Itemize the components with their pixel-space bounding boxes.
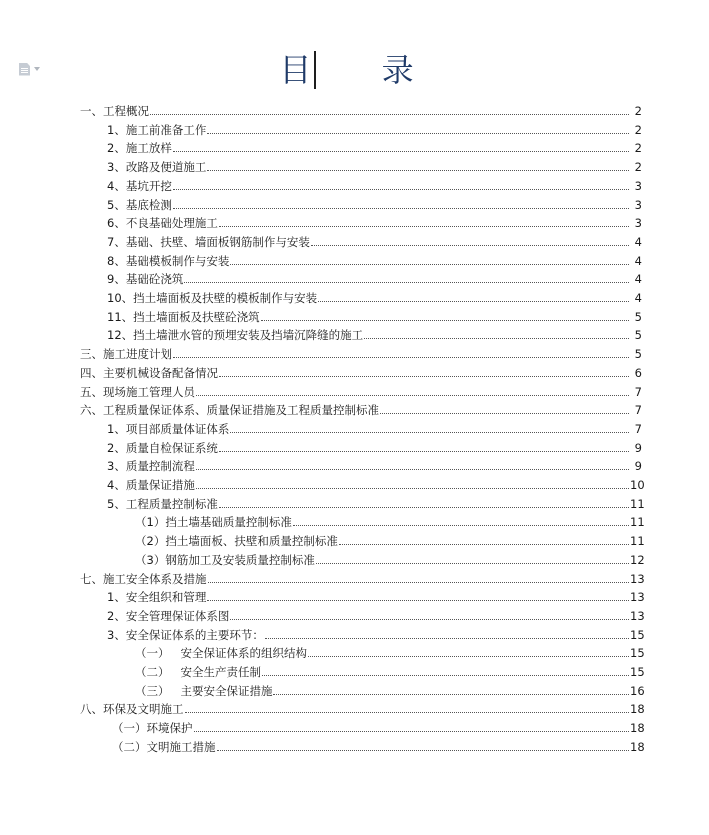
toc-leader-dots <box>173 151 629 152</box>
toc-entry[interactable] <box>0 286 709 305</box>
toc-leader-dots <box>380 413 629 414</box>
toc-entry-page: 18 <box>630 721 645 736</box>
toc-leader-dots <box>194 731 630 732</box>
toc-entry-label: （一）环境保护 <box>112 721 193 736</box>
toc-entry-label: （1）挡土墙基础质量控制标准 <box>135 515 292 530</box>
toc-leader-dots <box>339 544 629 545</box>
toc-entry[interactable] <box>0 548 709 567</box>
page-title: 目 录 <box>279 51 444 89</box>
toc-leader-dots <box>230 619 629 620</box>
toc-entry[interactable] <box>0 342 709 361</box>
toc-entry[interactable] <box>0 567 709 586</box>
toc-entry-label: （三） 主要安全保证措施 <box>135 683 273 698</box>
toc-entry[interactable] <box>0 193 709 212</box>
toc-leader-dots <box>219 376 629 377</box>
toc-leader-dots <box>173 208 629 209</box>
toc-entry-page: 6 <box>634 365 642 380</box>
toc-entry[interactable] <box>0 716 709 735</box>
toc-entry-label: （2）挡土墙面板、扶壁和质量控制标准 <box>135 534 338 549</box>
toc-entry-page: 2 <box>634 141 642 156</box>
toc-entry-label: 9、基础砼浇筑 <box>107 272 184 287</box>
toc-entry[interactable] <box>0 529 709 548</box>
toc-leader-dots <box>217 750 630 751</box>
toc-leader-dots <box>207 170 629 171</box>
toc-entry-label: 一、工程概况 <box>80 104 149 118</box>
toc-entry[interactable] <box>0 267 709 286</box>
toc-entry-label: 7、基础、扶壁、墙面板钢筋制作与安装 <box>107 234 310 249</box>
toc-entry-label: 2、质量自检保证系统 <box>107 440 218 455</box>
toc-entry-page: 2 <box>634 122 642 137</box>
toc-leader-dots <box>261 320 629 321</box>
toc-leader-dots <box>219 226 629 227</box>
toc-entry-label: 4、基坑开挖 <box>107 178 172 193</box>
toc-entry-label: 六、工程质量保证体系、质量保证措施及工程质量控制标准 <box>80 403 379 418</box>
toc-entry-label: 四、主要机械设备配备情况 <box>80 365 218 380</box>
toc-leader-dots <box>173 189 629 190</box>
toc-leader-dots <box>150 114 629 115</box>
toc-entry[interactable] <box>0 99 709 118</box>
toc-entry-page: 3 <box>634 216 642 231</box>
toc-leader-dots <box>262 675 629 676</box>
toc-entry-label: 5、工程质量控制标准 <box>107 496 218 511</box>
toc-entry-page: 2 <box>634 104 642 118</box>
toc-entry-page: 9 <box>634 459 642 474</box>
toc-entry[interactable] <box>0 697 709 716</box>
toc-entry[interactable] <box>0 473 709 492</box>
toc-leader-dots <box>196 488 629 489</box>
toc-leader-dots <box>293 525 629 526</box>
toc-entry-page: 7 <box>634 421 642 436</box>
toc-entry-page: 11 <box>630 515 645 530</box>
toc-entry-page: 12 <box>630 552 645 567</box>
toc-entry-page: 15 <box>630 646 645 661</box>
title-container <box>0 48 709 92</box>
toc-entry-label: 11、挡土墙面板及扶壁砼浇筑 <box>107 309 260 324</box>
toc-entry-page: 4 <box>634 272 642 287</box>
toc-entry-page: 3 <box>634 197 642 212</box>
toc-leader-dots <box>196 395 629 396</box>
toc-leader-dots <box>308 656 629 657</box>
toc-leader-dots <box>316 563 629 564</box>
toc-entry-label: 3、安全保证体系的主要环节： <box>107 627 264 642</box>
toc-entry-label: （二） 安全生产责任制 <box>135 665 261 679</box>
toc-entry[interactable] <box>0 380 709 399</box>
toc-entry-page: 4 <box>634 253 642 268</box>
toc-entry[interactable] <box>0 623 709 642</box>
toc-entry-label: 八、环保及文明施工 <box>80 702 184 717</box>
toc-entry-label: 6、不良基础处理施工 <box>107 216 218 231</box>
toc-entry-page: 5 <box>634 328 642 343</box>
toc-leader-dots <box>230 264 629 265</box>
toc-entry-page: 11 <box>630 496 645 511</box>
toc-entry-page: 4 <box>634 291 642 305</box>
toc-leader-dots <box>265 638 629 639</box>
toc-leader-dots <box>185 712 630 713</box>
toc-entry[interactable] <box>0 454 709 473</box>
toc-entry-label: 1、施工前准备工作 <box>107 122 207 137</box>
toc-entry-page: 18 <box>630 702 645 717</box>
toc-entry-page: 13 <box>630 608 645 623</box>
toc-leader-dots <box>219 507 629 508</box>
toc-entry[interactable] <box>0 136 709 155</box>
toc-entry[interactable] <box>0 230 709 249</box>
toc-entry-label: 2、施工放样 <box>107 141 172 156</box>
toc-leader-dots <box>196 469 629 470</box>
toc-entry[interactable] <box>0 305 709 324</box>
toc-entry[interactable] <box>0 510 709 529</box>
toc-entry[interactable] <box>0 417 709 436</box>
toc-entry-label: 8、基础模板制作与安装 <box>107 253 230 268</box>
toc-leader-dots <box>273 694 629 695</box>
toc-entry[interactable] <box>0 436 709 455</box>
toc-entry-label: 1、项目部质量体证体系 <box>107 421 230 436</box>
toc-entry[interactable] <box>0 118 709 137</box>
toc-leader-dots <box>364 338 629 339</box>
toc-entry-page: 4 <box>634 234 642 249</box>
toc-leader-dots <box>173 357 629 358</box>
toc-entry-page: 15 <box>630 627 645 642</box>
toc-entry-page: 16 <box>630 683 645 698</box>
toc-leader-dots <box>207 133 629 134</box>
toc-leader-dots <box>207 600 629 601</box>
toc-entry-page: 7 <box>634 384 642 399</box>
toc-leader-dots <box>219 451 629 452</box>
toc-entry[interactable] <box>0 735 709 754</box>
toc-entry-label: （一） 安全保证体系的组织结构 <box>135 646 307 661</box>
toc-entry[interactable] <box>0 585 709 604</box>
toc-leader-dots <box>230 432 629 433</box>
toc-entry-page: 9 <box>634 440 642 455</box>
toc-entry[interactable] <box>0 249 709 268</box>
toc-entry-page: 5 <box>634 309 642 324</box>
toc-leader-dots <box>208 582 630 583</box>
toc-leader-dots <box>311 245 629 246</box>
toc-entry[interactable] <box>0 398 709 417</box>
toc-entry[interactable] <box>0 174 709 193</box>
toc-entry[interactable] <box>0 211 709 230</box>
toc-entry-label: 3、改路及便道施工 <box>107 160 207 175</box>
toc-entry-label: 4、质量保证措施 <box>107 478 195 492</box>
toc-entry-label: （二）文明施工措施 <box>112 739 216 754</box>
toc-entry-page: 13 <box>630 571 645 586</box>
toc-entry-page: 13 <box>630 590 645 605</box>
toc-entry[interactable] <box>0 604 709 623</box>
toc-leader-dots <box>318 301 629 302</box>
toc-entry[interactable] <box>0 361 709 380</box>
toc-entry-page: 10 <box>630 478 645 492</box>
toc-entry[interactable] <box>0 660 709 679</box>
toc-entry-label: 2、安全管理保证体系图 <box>107 608 230 623</box>
toc-entry-page: 5 <box>634 347 642 362</box>
toc-entry-label: 1、安全组织和管理 <box>107 590 207 605</box>
toc-entry-label: 3、质量控制流程 <box>107 459 195 474</box>
toc-entry-label: （3）钢筋加工及安装质量控制标准 <box>135 552 315 567</box>
toc-entry[interactable] <box>0 679 709 698</box>
toc-entry-page: 15 <box>630 665 645 679</box>
toc-entry-page: 2 <box>634 160 642 175</box>
toc-entry-page: 11 <box>630 534 645 549</box>
toc-entry-page: 3 <box>634 178 642 193</box>
toc-entry[interactable] <box>0 323 709 342</box>
toc-entry-label: 5、基底检测 <box>107 197 172 212</box>
toc-entry-label: 10、挡土墙面板及扶壁的模板制作与安装 <box>107 291 318 305</box>
toc-entry-page: 7 <box>634 403 642 418</box>
toc-entry-label: 三、施工进度计划 <box>80 347 172 362</box>
toc-entry-label: 12、挡土墙泄水管的预埋安装及挡墙沉降缝的施工 <box>107 328 364 343</box>
toc-entry[interactable] <box>0 492 709 511</box>
toc-entry[interactable] <box>0 641 709 660</box>
toc-entry-page: 18 <box>630 739 645 754</box>
toc-entry[interactable] <box>0 155 709 174</box>
toc-entry-label: 七、施工安全体系及措施 <box>80 571 207 586</box>
toc-leader-dots <box>184 282 629 283</box>
toc-entry-label: 五、现场施工管理人员 <box>80 384 195 399</box>
